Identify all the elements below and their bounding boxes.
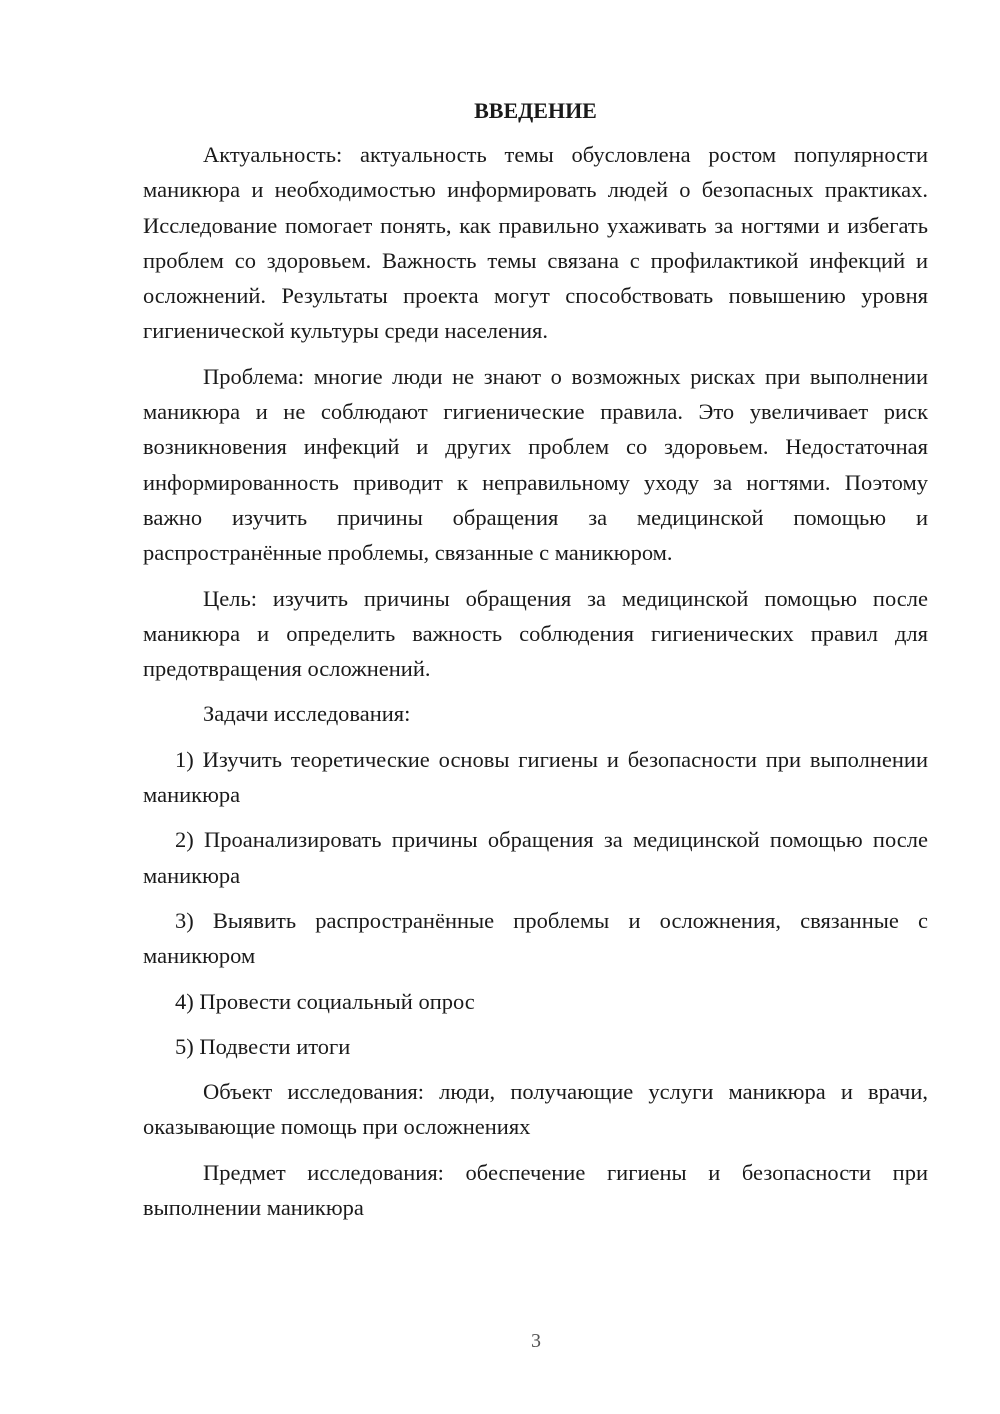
page-number: 3 [531,1330,541,1352]
task-item-1: 1) Изучить теоретические основы гигиены и безопасности при выполнении маникюра [143,746,928,808]
section-title: ВВЕДЕНИЕ [474,98,597,123]
paragraph-subject: Предмет исследования: обеспечение гигиены и безопасности при выполнении маникюра [143,1159,928,1221]
paragraph-problem: Проблема: многие люди не знают о возможных рисках при выполнении маникюра и не соблюдают гигиенические правила. Это увеличивает риск возникновения инфекций и других проблем со здоровьем. Недостаточная информированность приводит к неправильному уходу за ногтями. Поэтому важно изучить причины обращения за медицинской помощью и распространённые проблемы, связанные с маникюром. [143,363,928,566]
page-content [143,94,928,1235]
paragraph-relevance: Актуальность: актуальность темы обусловлена ростом популярности маникюра и необходимостью информировать людей о безопасных практиках. Исследование помогает понять, как правильно ухаживать за ногтями и избегать проблем со здоровьем. Важность темы связана с профилактикой инфекций и осложнений. Результаты проекта могут способствовать повышению уровня гигиенической культуры среди населения. [143,142,928,344]
paragraph-tasks-heading: Задачи исследования: [203,701,411,727]
paragraph-goal: Цель: изучить причины обращения за медицинской помощью после маникюра и определить важность соблюдения гигиенических правил для предотвращения осложнений. [143,585,928,682]
paragraph-object: Объект исследования: люди, получающие услуги маникюра и врачи, оказывающие помощь при осложнениях [143,1079,928,1140]
task-item-3: 3) Выявить распространённые проблемы и осложнения, связанные с маникюром [143,907,928,969]
task-item-4: 4) Провести социальный опрос [175,988,475,1014]
task-item-2: 2) Проанализировать причины обращения за медицинской помощью после маникюра [143,827,928,888]
task-item-5: 5) Подвести итоги [175,1033,351,1059]
